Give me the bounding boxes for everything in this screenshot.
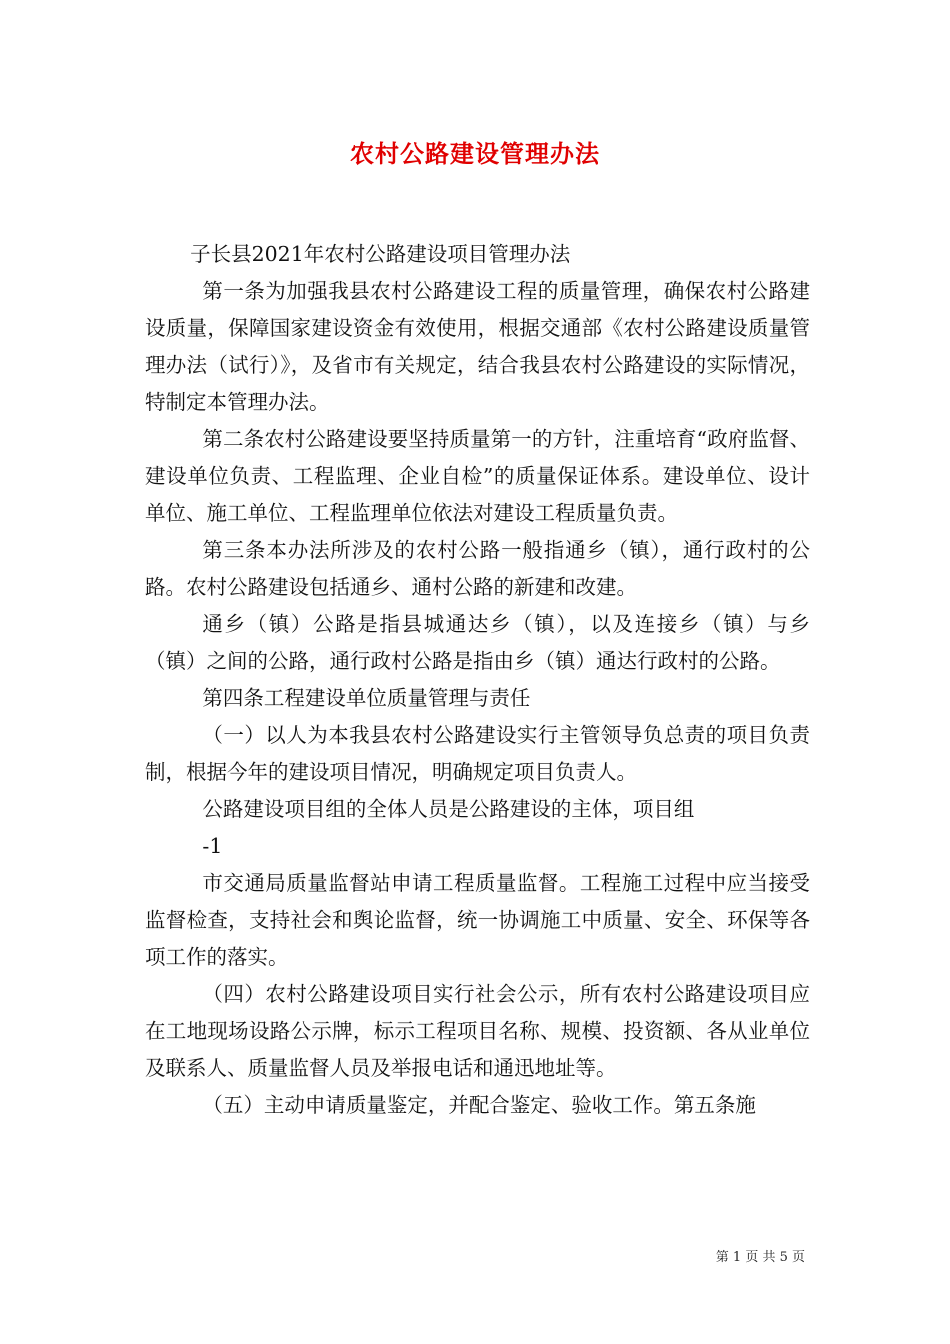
paragraph-item-4: （四）农村公路建设项目实行社会公示，所有农村公路建设项目应在工地现场设路公示牌，标示工程项目名称、规模、投资额、各从业单位及联系人、质量监督人员及举报电话和通迅地址等。	[145, 982, 810, 1080]
paragraph-article-4-item-1: （一）以人为本我县农村公路建设实行主管领导负总责的项目负责制，根据今年的建设项目情况，明确规定项目负责人。	[145, 723, 810, 784]
paragraph-article-4-heading: 第四条工程建设单位质量管理与责任	[202, 686, 531, 710]
paragraph-item-5: （五）主动申请质量鉴定，并配合鉴定、验收工作。第五条施	[202, 1093, 756, 1117]
document-body	[145, 236, 810, 1124]
paragraph-page-marker: -1	[202, 834, 223, 858]
page-footer: 第 1 页 共 5 页	[715, 1250, 805, 1265]
paragraph-supervision: 市交通局质量监督站申请工程质量监督。工程施工过程中应当接受监督检查，支持社会和舆论监督，统一协调施工中质量、安全、环保等各项工作的落实。	[145, 871, 810, 969]
paragraph-subtitle: 子长县2021年农村公路建设项目管理办法	[190, 242, 571, 266]
paragraph-article-3-definition: 通乡（镇）公路是指县城通达乡（镇），以及连接乡（镇）与乡（镇）之间的公路，通行政村公路是指由乡（镇）通达行政村的公路。	[145, 612, 810, 673]
paragraph-article-2: 第二条农村公路建设要坚持质量第一的方针，注重培育“政府监督、建设单位负责、工程监理、企业自检”的质量保证体系。建设单位、设计单位、施工单位、工程监理单位依法对建设工程质量负责。	[145, 427, 810, 525]
document-title: 农村公路建设管理办法	[350, 139, 600, 168]
paragraph-article-1: 第一条为加强我县农村公路建设工程的质量管理，确保农村公路建设质量，保障国家建设资金有效使用，根据交通部《农村公路建设质量管理办法（试行）》，及省市有关规定，结合我县农村公路建设的实际情况，特制定本管理办法。	[145, 279, 810, 414]
paragraph-article-3: 第三条本办法所涉及的农村公路一般指通乡（镇），通行政村的公路。农村公路建设包括通乡、通村公路的新建和改建。	[145, 538, 810, 599]
paragraph-project-group: 公路建设项目组的全体人员是公路建设的主体，项目组	[202, 797, 695, 821]
